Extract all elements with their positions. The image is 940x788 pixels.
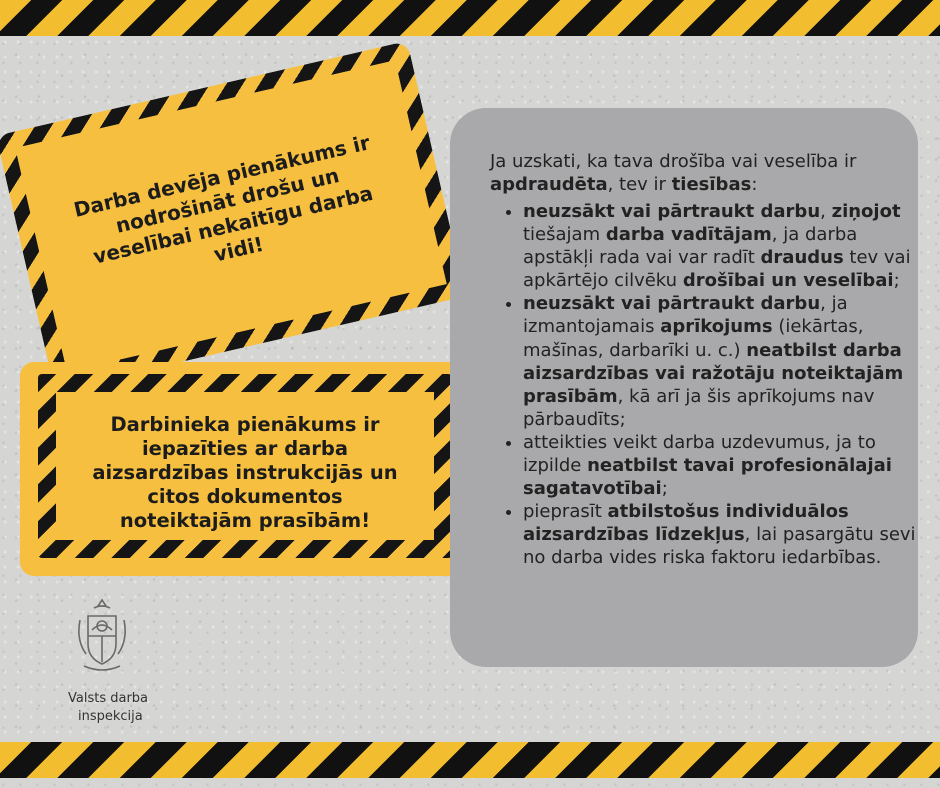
employer-duty-text: Darba devēja pienākums ir nodrošināt drošu un veselībai nekaitīgu darba vidi! <box>71 130 376 269</box>
rights-panel <box>450 108 918 667</box>
logo-line-1: Valsts darba <box>68 691 149 706</box>
logo-caption <box>68 690 148 726</box>
rights-list <box>490 200 933 570</box>
rights-intro: Ja uzskati, ka tava drošība vai veselība ir apdraudēta, tev ir tiesības: <box>490 151 857 195</box>
logo-line-2: inspekcija <box>78 709 143 724</box>
employee-duty-text: Darbinieka pienākums ir iepazīties ar darba aizsardzības instrukcijās un citos dokumentos noteiktajām prasībām! <box>92 413 398 532</box>
list-item: • neuzsākt vai pārtraukt darbu, ziņojot tiešajam darba vadītājam, ja darba apstākļi rada vai var radīt draudus tev vai apkārtējo cilvēku drošībai un veselībai; <box>523 200 933 292</box>
list-item: • neuzsākt vai pārtraukt darbu, ja izmantojamais aprīkojums (iekārtas, mašīnas, darbarīki u. c.) neatbilst darba aizsardzības vai ražotāju noteiktajām prasībām, kā arī ja šis aprīkojums nav pārbaudīts; <box>523 292 933 431</box>
list-item: • pieprasīt atbilstošus individuālos aizsardzības līdzekļus, lai pasargātu sevi no darba vides riska faktoru iedarbības. <box>523 500 933 569</box>
coat-of-arms-icon <box>72 596 132 682</box>
employee-duty-sign <box>20 362 470 576</box>
list-item: • atteikties veikt darba uzdevumus, ja to izpilde neatbilst tavai profesionālajai sagatavotībai; <box>523 431 933 500</box>
employer-duty-sign <box>0 41 466 391</box>
top-warning-tape <box>0 0 940 36</box>
bottom-warning-tape <box>0 742 940 778</box>
